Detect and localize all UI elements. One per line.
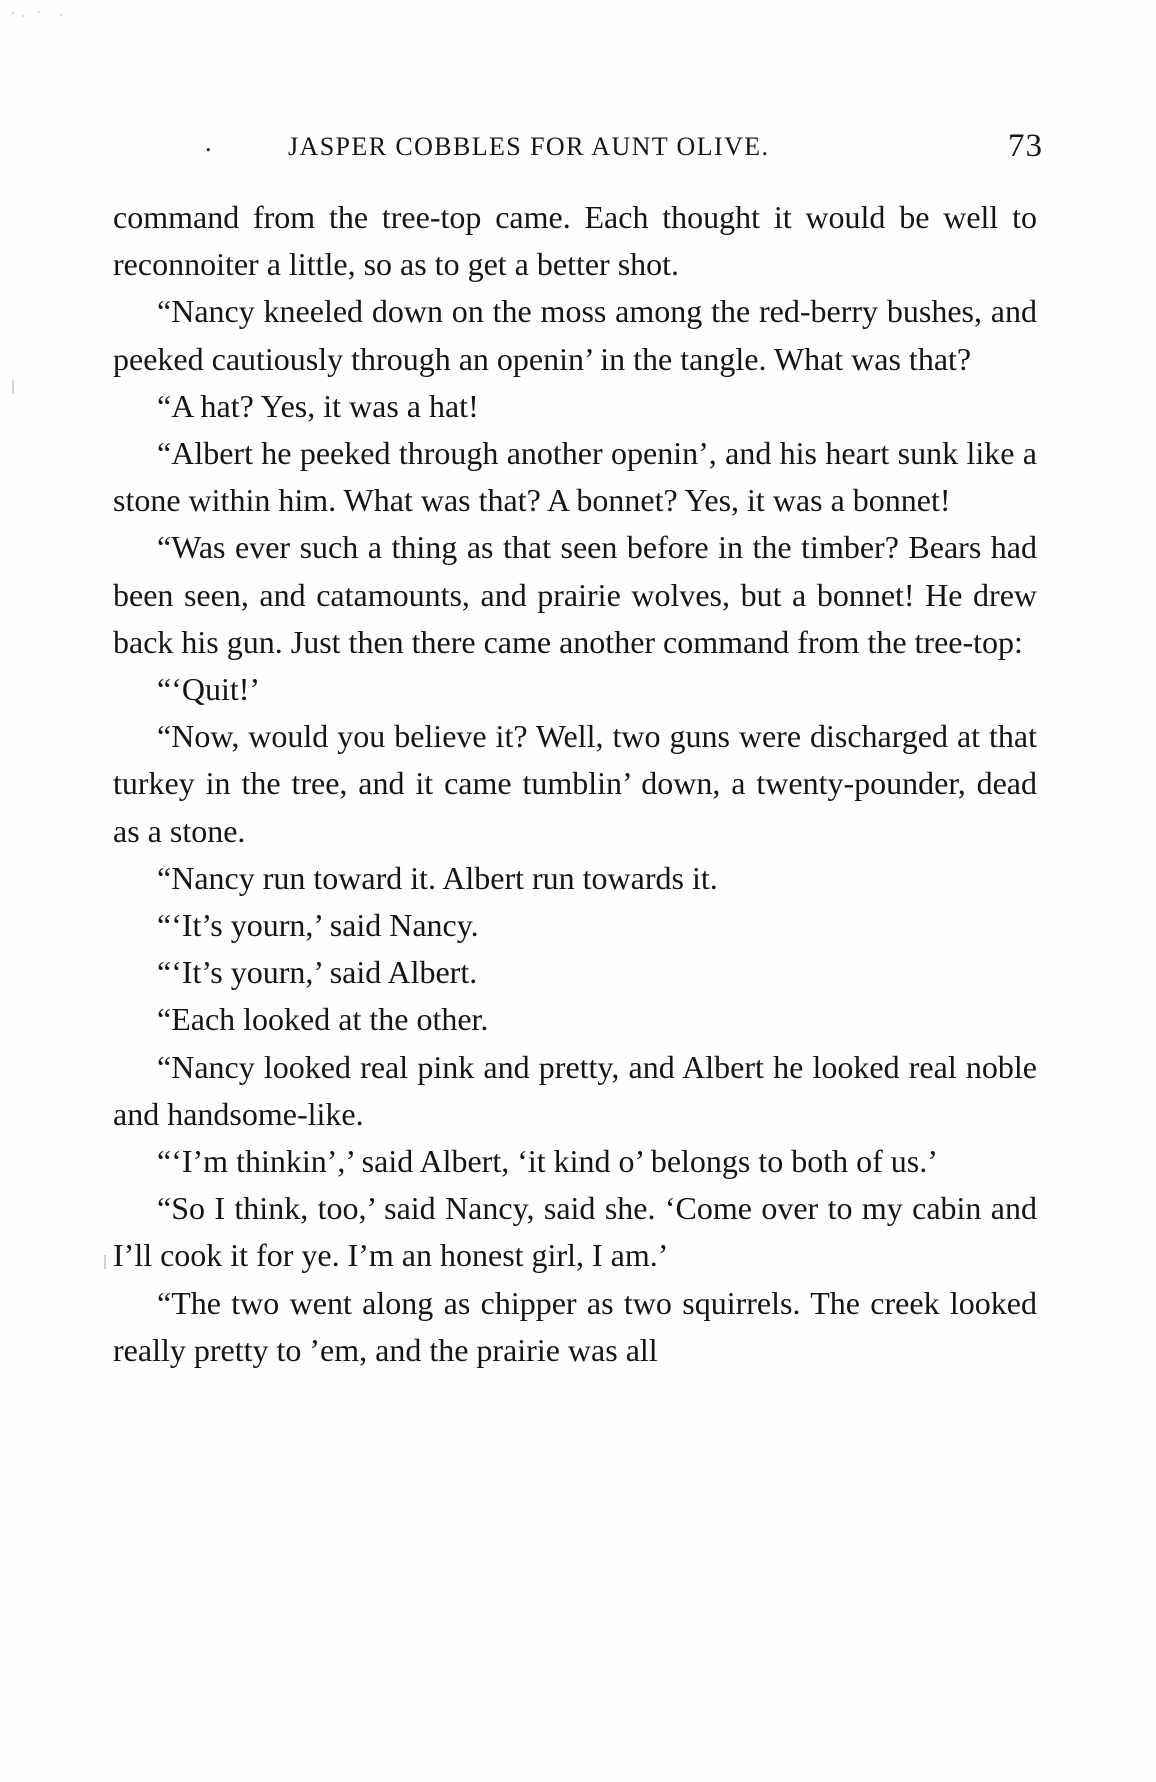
paragraph: “So I think, too,’ said Nancy, said she. ‘Come over to my cabin and I’ll cook it for ye. I’m an honest girl, I am.’ [113, 1190, 1037, 1274]
running-head: JASPER COBBLES FOR AUNT OLIVE. [288, 132, 770, 161]
body-text [113, 194, 1037, 1374]
paragraph: “Was ever such a thing as that seen before in the timber? Bears had been seen, and catamounts, and prairie wolves, but a bonnet! He drew back his gun. Just then there came another command from the tree-top: [113, 529, 1037, 660]
paragraph: “Nancy looked real pink and pretty, and Albert he looked real noble and handsome-like. [113, 1048, 1037, 1132]
paragraph: command from the tree-top came. Each thought it would be well to reconnoiter a little, so as to get a better shot. [113, 199, 1037, 283]
paragraph: “A hat? Yes, it was a hat! [157, 387, 479, 424]
paragraph: “‘I’m thinkin’,’ said Albert, ‘it kind o’ belongs to both of us.’ [157, 1143, 938, 1180]
paragraph: “Each looked at the other. [157, 1001, 489, 1038]
paragraph: “Nancy kneeled down on the moss among the red-berry bushes, and peeked cautiously through an openin’ in the tangle. What was that? [113, 293, 1037, 377]
page-header [205, 128, 1043, 168]
paragraph: “‘It’s yourn,’ said Albert. [157, 954, 478, 991]
margin-mark [12, 380, 14, 394]
header-dot: . [205, 128, 213, 157]
page-number: 73 [1008, 128, 1043, 164]
paragraph: “Albert he peeked through another openin’, and his heart sunk like a stone within him. What was that? A bonnet? Yes, it was a bonnet! [113, 435, 1037, 519]
paragraph: “‘It’s yourn,’ said Nancy. [157, 907, 479, 944]
paragraph: “Now, would you believe it? Well, two guns were discharged at that turkey in the tree, and it came tumblin’ down, a twenty-pounder, dead as a stone. [113, 718, 1037, 849]
paragraph: “‘Quit!’ [157, 671, 261, 708]
scan-specks [8, 10, 78, 18]
paragraph: “Nancy run toward it. Albert run towards it. [157, 859, 718, 896]
paragraph: “The two went along as chipper as two squirrels. The creek looked really pretty to ’em, and the prairie was all [113, 1284, 1037, 1368]
margin-mark [104, 1255, 106, 1269]
